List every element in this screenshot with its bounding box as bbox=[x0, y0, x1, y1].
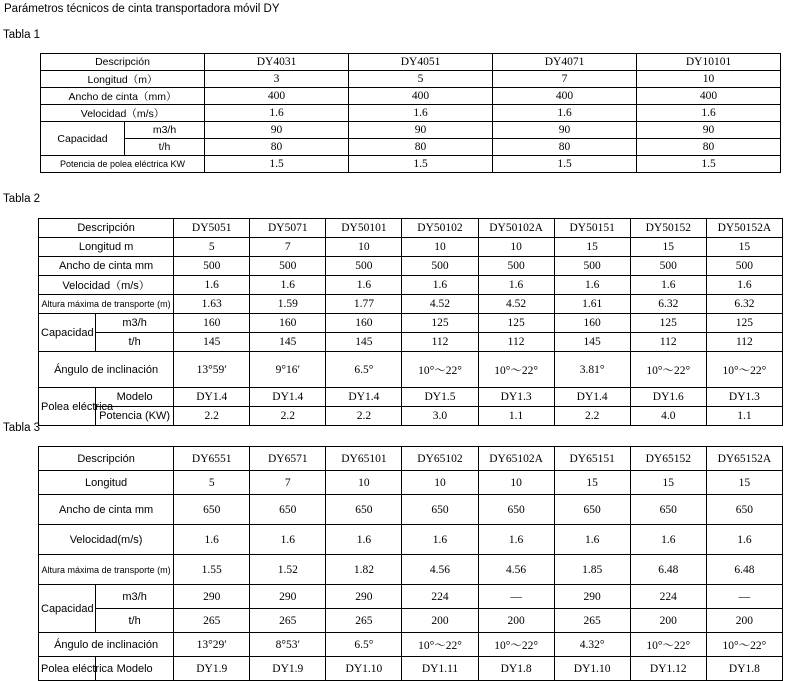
table-row bbox=[41, 88, 781, 105]
table-cell: 125 bbox=[630, 314, 706, 333]
table-cell: 4.52 bbox=[402, 295, 478, 314]
header-row bbox=[41, 54, 781, 71]
table-cell: 650 bbox=[630, 495, 706, 525]
table-cell: 1.6 bbox=[706, 525, 782, 555]
table-cell: 80 bbox=[637, 139, 781, 156]
table-cell: 1.55 bbox=[174, 555, 250, 585]
table-cell: 1.6 bbox=[326, 276, 402, 295]
header-row bbox=[39, 447, 783, 471]
table-cell: 1.6 bbox=[402, 525, 478, 555]
row-label: Capacidad bbox=[39, 314, 96, 352]
table-cell: 1.6 bbox=[478, 276, 554, 295]
table-cell: 80 bbox=[493, 139, 637, 156]
table-cell: 650 bbox=[174, 495, 250, 525]
table-cell: 125 bbox=[402, 314, 478, 333]
row-label: Altura máxima de transporte (m) bbox=[39, 295, 174, 314]
table-cell: 1.6 bbox=[174, 525, 250, 555]
table-cell: 10°～22° bbox=[630, 633, 706, 657]
table-cell: DY1.8 bbox=[478, 657, 554, 681]
table-cell: 650 bbox=[554, 495, 630, 525]
row-label: Ancho de cinta mm bbox=[39, 257, 174, 276]
table-cell: DY1.9 bbox=[174, 657, 250, 681]
table-cell: 4.52 bbox=[478, 295, 554, 314]
table-cell: 10°～22° bbox=[402, 633, 478, 657]
table-cell: 650 bbox=[402, 495, 478, 525]
row-label: Capacidad bbox=[39, 585, 96, 633]
table-cell: 1.6 bbox=[478, 525, 554, 555]
table-cell: 10 bbox=[326, 471, 402, 495]
table-cell: 90 bbox=[205, 122, 349, 139]
table-cell: 1.6 bbox=[250, 525, 326, 555]
header-model: DY50152 bbox=[630, 219, 706, 238]
spec-table-2 bbox=[38, 218, 783, 426]
table-cell: 4.32° bbox=[554, 633, 630, 657]
table-row bbox=[39, 276, 783, 295]
table-row bbox=[39, 388, 783, 407]
header-model: DY6551 bbox=[174, 447, 250, 471]
table-cell: 1.5 bbox=[637, 156, 781, 173]
table-cell: 1.5 bbox=[493, 156, 637, 173]
table-cell: DY1.12 bbox=[630, 657, 706, 681]
table-cell: 125 bbox=[478, 314, 554, 333]
header-model: DY50152A bbox=[706, 219, 782, 238]
table-cell: DY1.6 bbox=[630, 388, 706, 407]
table-cell: 15 bbox=[630, 471, 706, 495]
row-label: Altura máxima de transporte (m) bbox=[39, 555, 174, 585]
table-cell: 650 bbox=[250, 495, 326, 525]
table-cell: DY1.4 bbox=[174, 388, 250, 407]
table-cell: 5 bbox=[174, 238, 250, 257]
table-cell: 265 bbox=[250, 609, 326, 633]
table-row bbox=[39, 633, 783, 657]
row-label: Polea eléctrica bbox=[39, 657, 96, 681]
table-cell: 1.61 bbox=[554, 295, 630, 314]
table-cell: 500 bbox=[478, 257, 554, 276]
table-cell: 10°～22° bbox=[402, 352, 478, 388]
table-cell: 1.5 bbox=[205, 156, 349, 173]
table-row bbox=[39, 657, 783, 681]
table-cell: 1.85 bbox=[554, 555, 630, 585]
table-cell: 10°～22° bbox=[478, 633, 554, 657]
table-row bbox=[39, 407, 783, 426]
table-cell: — bbox=[478, 585, 554, 609]
table-row bbox=[39, 257, 783, 276]
row-sublabel: m3/h bbox=[125, 122, 205, 139]
table-cell: 1.5 bbox=[349, 156, 493, 173]
table-cell: 2.2 bbox=[554, 407, 630, 426]
table-cell: 1.6 bbox=[174, 276, 250, 295]
header-model: DY5071 bbox=[250, 219, 326, 238]
table-cell: 1.6 bbox=[250, 276, 326, 295]
table-cell: 9°16′ bbox=[250, 352, 326, 388]
header-row bbox=[39, 219, 783, 238]
row-label: Longitud m bbox=[39, 238, 174, 257]
header-model: DY65152 bbox=[630, 447, 706, 471]
table-cell: 6.48 bbox=[706, 555, 782, 585]
header-description: Descripción bbox=[39, 447, 174, 471]
table-cell: 15 bbox=[554, 238, 630, 257]
table-cell: 3.0 bbox=[402, 407, 478, 426]
table-cell: 10 bbox=[637, 71, 781, 88]
table-cell: 2.2 bbox=[250, 407, 326, 426]
table-row bbox=[39, 609, 783, 633]
table-row bbox=[39, 495, 783, 525]
table-row bbox=[41, 71, 781, 88]
table-cell: 650 bbox=[326, 495, 402, 525]
table-cell: 200 bbox=[402, 609, 478, 633]
table-cell: DY1.10 bbox=[554, 657, 630, 681]
table-cell: 224 bbox=[402, 585, 478, 609]
table-cell: 1.6 bbox=[493, 105, 637, 122]
table-cell: 3.81° bbox=[554, 352, 630, 388]
table-cell: 10°～22° bbox=[706, 352, 782, 388]
table-cell: 10 bbox=[478, 238, 554, 257]
table-cell: 7 bbox=[250, 471, 326, 495]
table-cell: 15 bbox=[630, 238, 706, 257]
header-model: DY65151 bbox=[554, 447, 630, 471]
table-cell: 5 bbox=[349, 71, 493, 88]
table-cell: DY1.3 bbox=[706, 388, 782, 407]
spec-table-1 bbox=[40, 53, 781, 173]
table-cell: 1.59 bbox=[250, 295, 326, 314]
table-cell: 80 bbox=[205, 139, 349, 156]
spec-table-3 bbox=[38, 446, 783, 681]
table-cell: 650 bbox=[706, 495, 782, 525]
table-cell: 1.6 bbox=[706, 276, 782, 295]
table-cell: 1.1 bbox=[478, 407, 554, 426]
table-cell: 145 bbox=[554, 333, 630, 352]
header-model: DY65152A bbox=[706, 447, 782, 471]
header-description: Descripción bbox=[39, 219, 174, 238]
table-row bbox=[39, 471, 783, 495]
row-label: Potencia de polea eléctrica KW bbox=[41, 156, 205, 173]
table-cell: 145 bbox=[174, 333, 250, 352]
header-model: DY50151 bbox=[554, 219, 630, 238]
table-cell: 5 bbox=[174, 471, 250, 495]
table-cell: 15 bbox=[706, 238, 782, 257]
table-cell: 10°～22° bbox=[478, 352, 554, 388]
table-row bbox=[39, 525, 783, 555]
table-row bbox=[39, 352, 783, 388]
table-cell: 1.6 bbox=[402, 276, 478, 295]
table2-label: Tabla 2 bbox=[3, 193, 41, 205]
row-label: Velocidad(m/s) bbox=[39, 525, 174, 555]
table-row bbox=[41, 105, 781, 122]
table-cell: 4.56 bbox=[402, 555, 478, 585]
row-label: Polea eléctrica bbox=[39, 388, 96, 426]
table-cell: 1.6 bbox=[630, 525, 706, 555]
table-cell: — bbox=[706, 585, 782, 609]
table-cell: 2.2 bbox=[326, 407, 402, 426]
table-cell: 1.63 bbox=[174, 295, 250, 314]
table-cell: 90 bbox=[637, 122, 781, 139]
table-cell: 1.6 bbox=[554, 276, 630, 295]
table-cell: 400 bbox=[637, 88, 781, 105]
row-label: Ángulo de inclinación bbox=[39, 352, 174, 388]
table-cell: DY1.9 bbox=[250, 657, 326, 681]
table-cell: 500 bbox=[174, 257, 250, 276]
table-cell: 4.0 bbox=[630, 407, 706, 426]
table-cell: 6.32 bbox=[630, 295, 706, 314]
table-cell: 650 bbox=[478, 495, 554, 525]
header-model: DY50101 bbox=[326, 219, 402, 238]
row-sublabel: Potencia (KW) bbox=[96, 407, 174, 426]
table-cell: 290 bbox=[250, 585, 326, 609]
row-label: Longitud（m） bbox=[41, 71, 205, 88]
table-cell: 500 bbox=[402, 257, 478, 276]
table-row bbox=[39, 333, 783, 352]
table3-label: Tabla 3 bbox=[3, 422, 41, 434]
table-cell: 6.5° bbox=[326, 352, 402, 388]
table-cell: 400 bbox=[493, 88, 637, 105]
table-cell: 500 bbox=[630, 257, 706, 276]
table-cell: 90 bbox=[349, 122, 493, 139]
table-cell: 290 bbox=[174, 585, 250, 609]
table-cell: 10 bbox=[326, 238, 402, 257]
table-cell: 400 bbox=[349, 88, 493, 105]
row-label: Capacidad bbox=[41, 122, 125, 156]
header-model: DY65102A bbox=[478, 447, 554, 471]
row-sublabel: Modelo bbox=[96, 388, 174, 407]
table-cell: 500 bbox=[326, 257, 402, 276]
table-cell: DY1.11 bbox=[402, 657, 478, 681]
table-cell: 15 bbox=[706, 471, 782, 495]
header-model: DY65101 bbox=[326, 447, 402, 471]
table-cell: 8°53′ bbox=[250, 633, 326, 657]
table-row bbox=[41, 156, 781, 173]
table-cell: 6.32 bbox=[706, 295, 782, 314]
table-row bbox=[39, 238, 783, 257]
row-sublabel: m3/h bbox=[96, 314, 174, 333]
table-cell: 265 bbox=[554, 609, 630, 633]
table-cell: 10 bbox=[478, 471, 554, 495]
row-label: Velocidad（m/s） bbox=[41, 105, 205, 122]
table-cell: DY1.4 bbox=[554, 388, 630, 407]
table-cell: DY1.3 bbox=[478, 388, 554, 407]
table-cell: 400 bbox=[205, 88, 349, 105]
table-cell: 90 bbox=[493, 122, 637, 139]
header-model: DY65102 bbox=[402, 447, 478, 471]
table-cell: DY1.8 bbox=[706, 657, 782, 681]
table-cell: 1.77 bbox=[326, 295, 402, 314]
document-title: Parámetros técnicos de cinta transportadora móvil DY bbox=[4, 3, 280, 15]
table-cell: 500 bbox=[250, 257, 326, 276]
table-row bbox=[41, 122, 781, 139]
table-cell: 290 bbox=[554, 585, 630, 609]
table-cell: 1.6 bbox=[637, 105, 781, 122]
table-cell: 6.5° bbox=[326, 633, 402, 657]
table-cell: 1.1 bbox=[706, 407, 782, 426]
table-cell: 10°～22° bbox=[706, 633, 782, 657]
table-cell: 10 bbox=[402, 471, 478, 495]
row-sublabel: t/h bbox=[125, 139, 205, 156]
table-row bbox=[39, 314, 783, 333]
table-cell: DY1.5 bbox=[402, 388, 478, 407]
row-sublabel: t/h bbox=[96, 333, 174, 352]
table-cell: 500 bbox=[554, 257, 630, 276]
table-cell: 10°～22° bbox=[630, 352, 706, 388]
header-model: DY4031 bbox=[205, 54, 349, 71]
table-cell: 7 bbox=[493, 71, 637, 88]
table-row bbox=[39, 295, 783, 314]
table-cell: 145 bbox=[326, 333, 402, 352]
table-cell: 160 bbox=[554, 314, 630, 333]
table-cell: 1.52 bbox=[250, 555, 326, 585]
table-cell: 6.48 bbox=[630, 555, 706, 585]
row-label: Longitud bbox=[39, 471, 174, 495]
table-cell: 1.6 bbox=[630, 276, 706, 295]
table-cell: 1.6 bbox=[554, 525, 630, 555]
row-sublabel: Modelo bbox=[96, 657, 174, 681]
table-cell: 500 bbox=[706, 257, 782, 276]
table-cell: 1.82 bbox=[326, 555, 402, 585]
table-cell: 160 bbox=[174, 314, 250, 333]
table-cell: 200 bbox=[478, 609, 554, 633]
header-model: DY50102 bbox=[402, 219, 478, 238]
table-cell: 4.56 bbox=[478, 555, 554, 585]
table-cell: 15 bbox=[554, 471, 630, 495]
row-label: Velocidad（m/s） bbox=[39, 276, 174, 295]
table-cell: 265 bbox=[326, 609, 402, 633]
table-cell: 13°29′ bbox=[174, 633, 250, 657]
header-model: DY5051 bbox=[174, 219, 250, 238]
header-model: DY6571 bbox=[250, 447, 326, 471]
table-cell: 80 bbox=[349, 139, 493, 156]
table-cell: 125 bbox=[706, 314, 782, 333]
table-row bbox=[41, 139, 781, 156]
table-cell: 200 bbox=[706, 609, 782, 633]
table-cell: 145 bbox=[250, 333, 326, 352]
table-cell: DY1.10 bbox=[326, 657, 402, 681]
table-cell: 7 bbox=[250, 238, 326, 257]
table-cell: 112 bbox=[630, 333, 706, 352]
table-cell: 290 bbox=[326, 585, 402, 609]
header-model: DY4051 bbox=[349, 54, 493, 71]
table-cell: 265 bbox=[174, 609, 250, 633]
row-sublabel: t/h bbox=[96, 609, 174, 633]
table-row bbox=[39, 555, 783, 585]
table-cell: 160 bbox=[250, 314, 326, 333]
table-cell: 1.6 bbox=[205, 105, 349, 122]
table-cell: 224 bbox=[630, 585, 706, 609]
row-label: Ancho de cinta mm bbox=[39, 495, 174, 525]
row-label: Ángulo de inclinación bbox=[39, 633, 174, 657]
header-model: DY10101 bbox=[637, 54, 781, 71]
table1-label: Tabla 1 bbox=[3, 29, 41, 41]
table-cell: 200 bbox=[630, 609, 706, 633]
table-cell: DY1.4 bbox=[326, 388, 402, 407]
table-cell: 112 bbox=[478, 333, 554, 352]
header-model: DY4071 bbox=[493, 54, 637, 71]
table-cell: 1.6 bbox=[349, 105, 493, 122]
row-label: Ancho de cinta（mm） bbox=[41, 88, 205, 105]
table-cell: 112 bbox=[706, 333, 782, 352]
table-cell: DY1.4 bbox=[250, 388, 326, 407]
table-cell: 3 bbox=[205, 71, 349, 88]
table-row bbox=[39, 585, 783, 609]
table-cell: 13°59′ bbox=[174, 352, 250, 388]
table-cell: 2.2 bbox=[174, 407, 250, 426]
header-description: Descripción bbox=[41, 54, 205, 71]
table-cell: 10 bbox=[402, 238, 478, 257]
table-cell: 1.6 bbox=[326, 525, 402, 555]
table-cell: 112 bbox=[402, 333, 478, 352]
table-cell: 160 bbox=[326, 314, 402, 333]
header-model: DY50102A bbox=[478, 219, 554, 238]
row-sublabel: m3/h bbox=[96, 585, 174, 609]
